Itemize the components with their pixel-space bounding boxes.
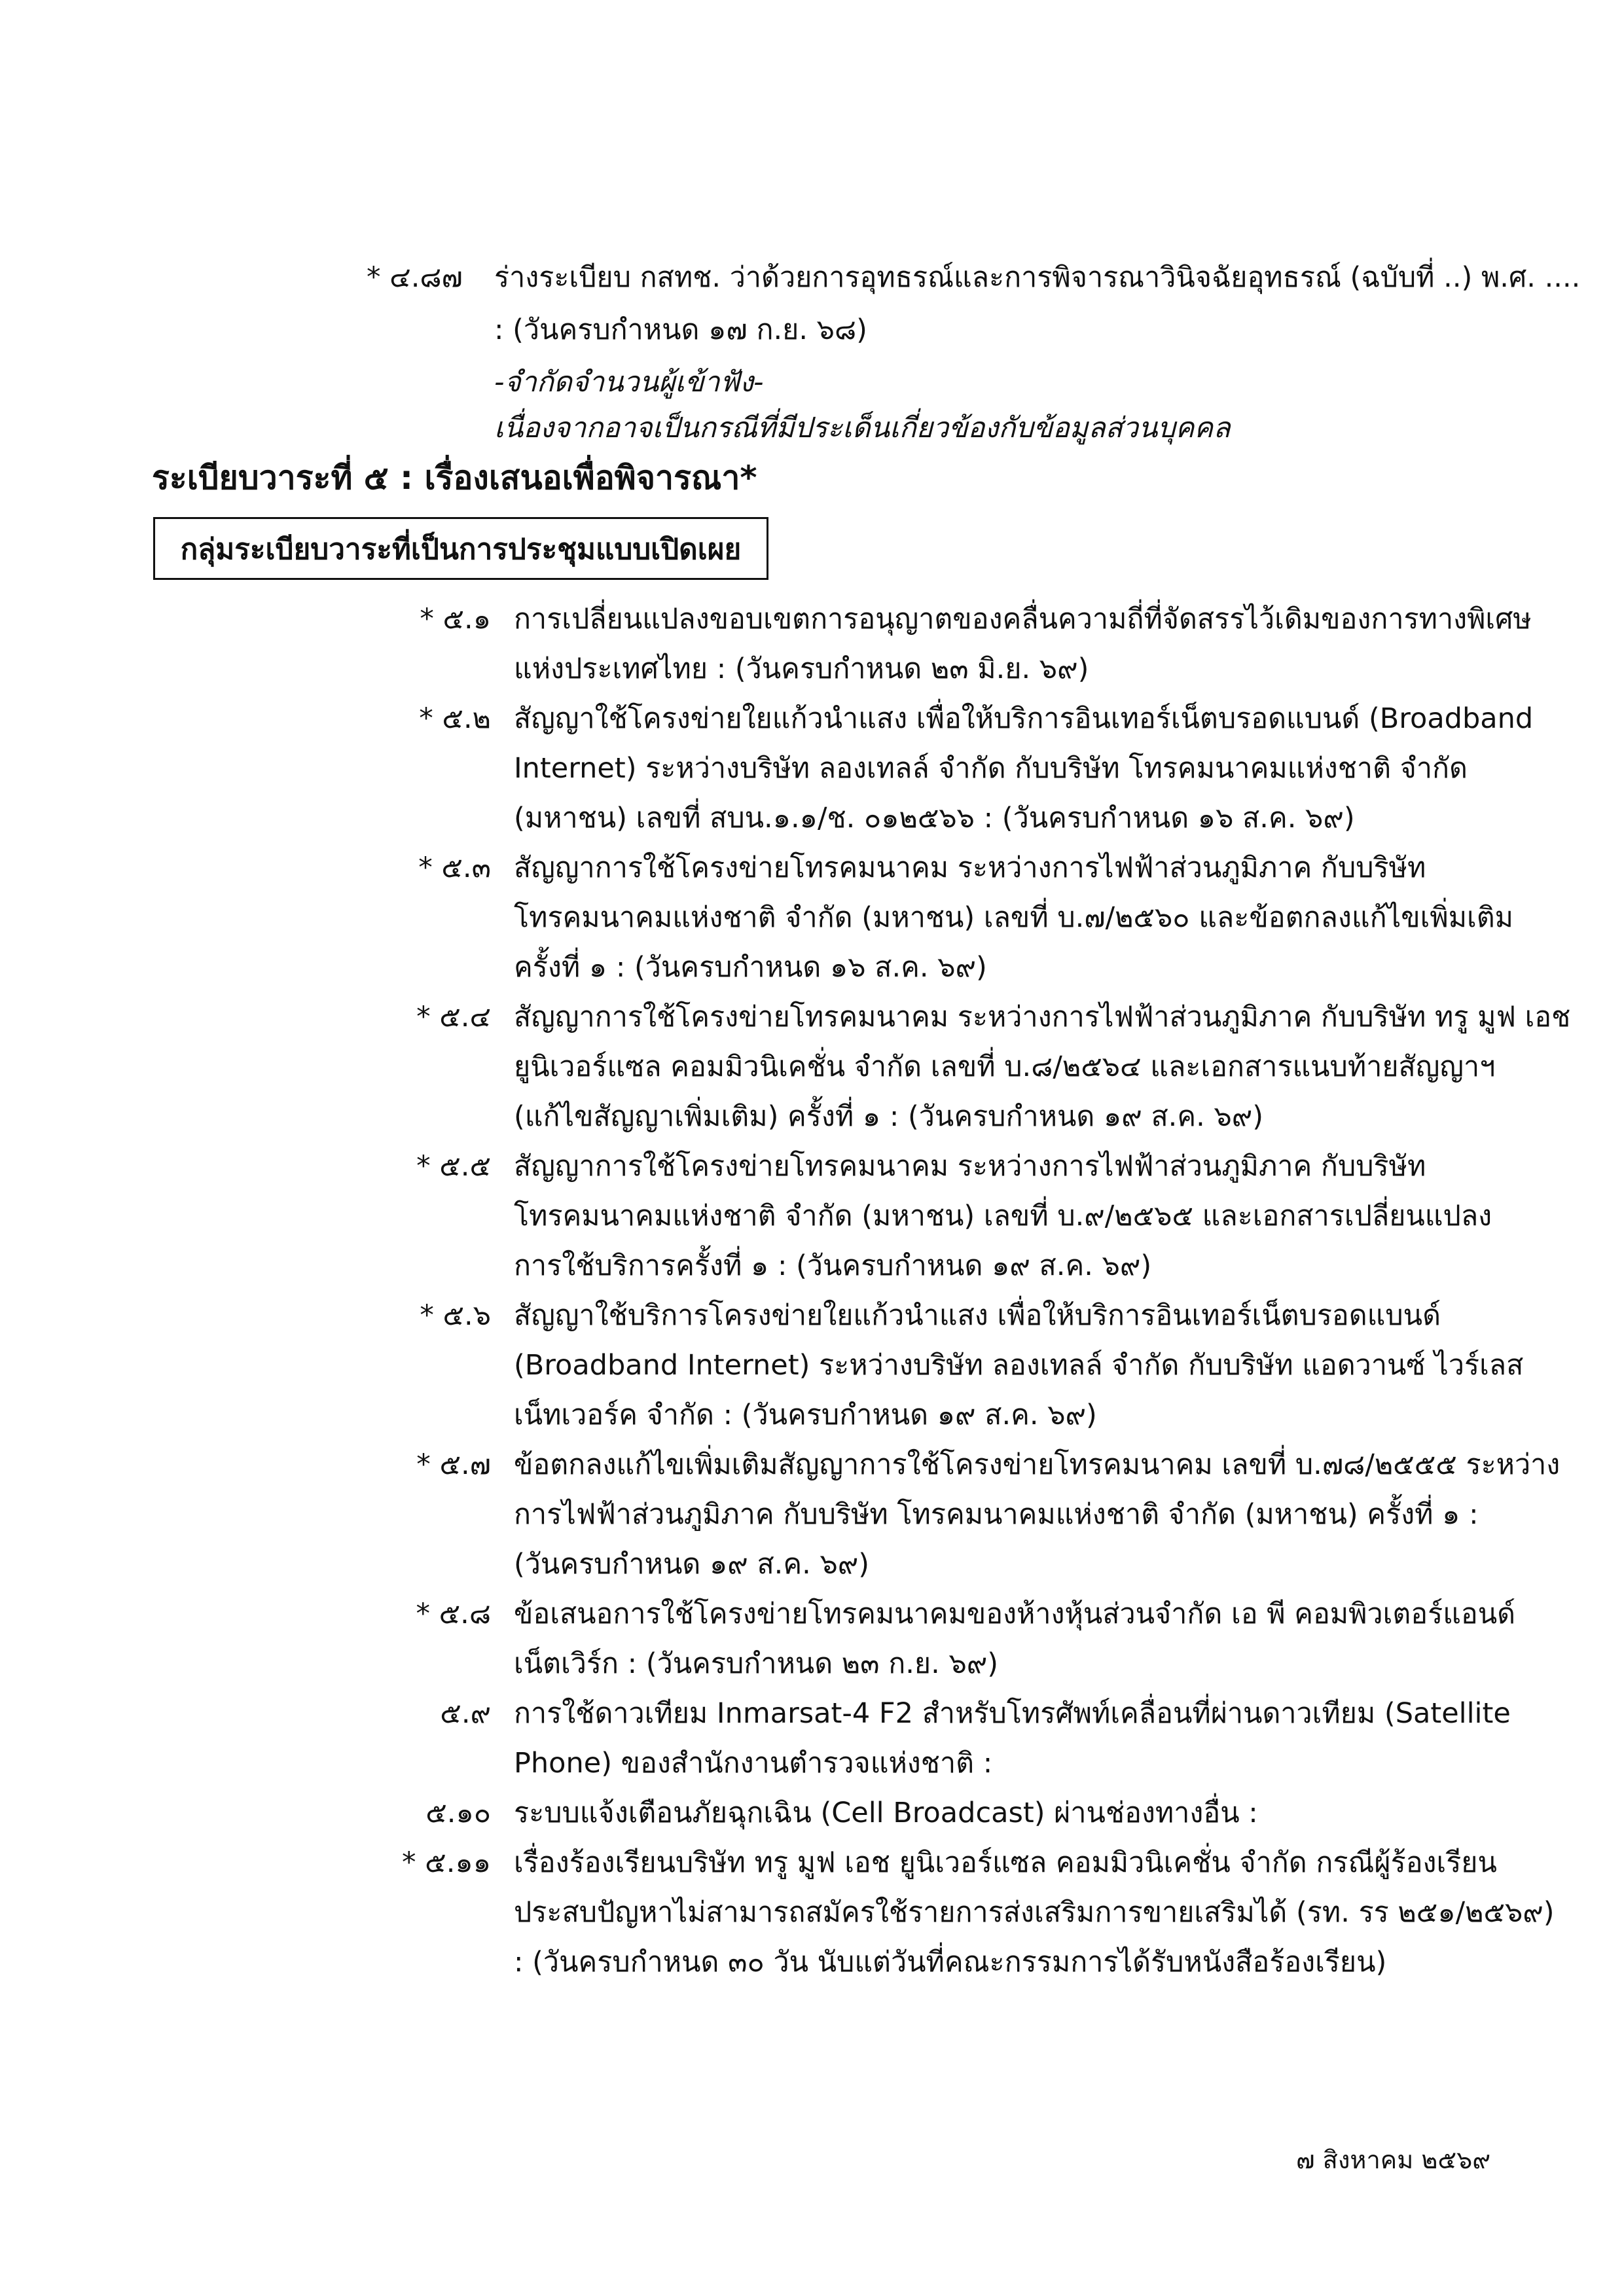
item-5-9-line-2: Phone) ของสำนักงานตำรวจแห่งชาติ : [514, 1747, 993, 1780]
agenda-heading: ระเบียบวาระที่ ๕ : เรื่องเสนอเพื่อพิจารณา* [152, 459, 757, 497]
item-number-5-8: * ๕.๘ [416, 1598, 491, 1630]
item-5-3-line-1: สัญญาการใช้โครงข่ายโทรคมนาคม ระหว่างการไฟฟ้าส่วนภูมิภาค กับบริษัท [514, 852, 1426, 884]
item-4-87-line-2: : (วันครบกำหนด ๑๗ ก.ย. ๖๘) [494, 314, 867, 346]
item-5-5-line-2: โทรคมนาคมแห่งชาติ จำกัด (มหาชน) เลขที่ บ.๙/๒๕๖๕ และเอกสารเปลี่ยนแปลง [514, 1200, 1492, 1232]
item-5-11-line-2: ประสบปัญหาไม่สามารถสมัครใช้รายการส่งเสริมการขายเสริมได้ (รท. รร ๒๕๑/๒๕๖๙) [514, 1896, 1555, 1929]
footer-date: ๗ สิงหาคม ๒๕๖๙ [1296, 2145, 1491, 2174]
item-5-4-line-2: ยูนิเวอร์แซล คอมมิวนิเคชั่น จำกัด เลขที่ บ.๘/๒๕๖๔ และเอกสารแนบท้ายสัญญาฯ [514, 1050, 1496, 1083]
item-5-1-line-2: แห่งประเทศไทย : (วันครบกำหนด ๒๓ มิ.ย. ๖๙) [514, 653, 1089, 685]
item-5-8-line-1: ข้อเสนอการใช้โครงข่ายโทรคมนาคมของห้างหุ้นส่วนจำกัด เอ พี คอมพิวเตอร์แอนด์ [514, 1598, 1516, 1630]
item-5-2-line-1: สัญญาใช้โครงข่ายใยแก้วนำแสง เพื่อให้บริการอินเทอร์เน็ตบรอดแบนด์ (Broadband [514, 702, 1534, 735]
item-number-5-5: * ๕.๕ [416, 1150, 491, 1183]
item-5-6-line-2: (Broadband Internet) ระหว่างบริษัท ลองเทลล์ จำกัด กับบริษัท แอดวานซ์ ไวร์เลส [514, 1349, 1524, 1382]
item-5-5-line-1: สัญญาการใช้โครงข่ายโทรคมนาคม ระหว่างการไฟฟ้าส่วนภูมิภาค กับบริษัท [514, 1150, 1426, 1183]
item-number-5-10: ๕.๑๐ [425, 1797, 491, 1829]
item-5-8-line-2: เน็ตเวิร์ก : (วันครบกำหนด ๒๓ ก.ย. ๖๙) [514, 1647, 999, 1680]
group-box [153, 517, 768, 580]
item-number-4-87: * ๔.๘๗ [367, 261, 463, 294]
item-5-10-line-1: ระบบแจ้งเตือนภัยฉุกเฉิน (Cell Broadcast) ผ่านช่องทางอื่น : [514, 1797, 1258, 1829]
item-5-3-line-3: ครั้งที่ ๑ : (วันครบกำหนด ๑๖ ส.ค. ๖๙) [514, 951, 987, 984]
item-5-7-line-3: (วันครบกำหนด ๑๙ ส.ค. ๖๙) [514, 1548, 870, 1581]
item-5-11-line-3: : (วันครบกำหนด ๓๐ วัน นับแต่วันที่คณะกรรมการได้รับหนังสือร้องเรียน) [514, 1946, 1387, 1979]
item-5-1-line-1: การเปลี่ยนแปลงขอบเขตการอนุญาตของคลื่นความถี่ที่จัดสรรไว้เดิมของการทางพิเศษ [514, 603, 1532, 636]
item-number-5-11: * ๕.๑๑ [402, 1846, 491, 1879]
item-4-87-note-1: -จำกัดจำนวนผู้เข้าฟัง- [494, 366, 764, 399]
group-box-label: กลุ่มระเบียบวาระที่เป็นการประชุมแบบเปิดเผย [180, 533, 742, 566]
item-5-7-line-1: ข้อตกลงแก้ไขเพิ่มเติมสัญญาการใช้โครงข่ายโทรคมนาคม เลขที่ บ.๗๘/๒๕๕๕ ระหว่าง [514, 1448, 1561, 1481]
item-5-5-line-3: การใช้บริการครั้งที่ ๑ : (วันครบกำหนด ๑๙ ส.ค. ๖๙) [514, 1249, 1152, 1282]
item-number-5-2: * ๕.๒ [419, 702, 491, 735]
item-number-5-3: * ๕.๓ [418, 852, 491, 884]
item-5-2-line-2: Internet) ระหว่างบริษัท ลองเทลล์ จำกัด กับบริษัท โทรคมนาคมแห่งชาติ จำกัด [514, 752, 1468, 785]
item-number-5-4: * ๕.๔ [416, 1001, 491, 1033]
item-5-4-line-3: (แก้ไขสัญญาเพิ่มเติม) ครั้งที่ ๑ : (วันครบกำหนด ๑๙ ส.ค. ๖๙) [514, 1100, 1264, 1133]
item-5-2-line-3: (มหาชน) เลขที่ สบน.๑.๑/ช. ๐๑๒๕๖๖ : (วันครบกำหนด ๑๖ ส.ค. ๖๙) [514, 802, 1355, 834]
item-5-11-line-1: เรื่องร้องเรียนบริษัท ทรู มูฟ เอช ยูนิเวอร์แซล คอมมิวนิเคชั่น จำกัด กรณีผู้ร้องเรียน [514, 1846, 1497, 1879]
item-5-4-line-1: สัญญาการใช้โครงข่ายโทรคมนาคม ระหว่างการไฟฟ้าส่วนภูมิภาค กับบริษัท ทรู มูฟ เอช [514, 1001, 1571, 1033]
item-4-87-line-1: ร่างระเบียบ กสทช. ว่าด้วยการอุทธรณ์และการพิจารณาวินิจฉัยอุทธรณ์ (ฉบับที่ ..) พ.ศ. .... [494, 261, 1581, 294]
item-5-7-line-2: การไฟฟ้าส่วนภูมิภาค กับบริษัท โทรคมนาคมแห่งชาติ จำกัด (มหาชน) ครั้งที่ ๑ : [514, 1498, 1479, 1531]
item-4-87-note-2: เนื่องจากอาจเป็นกรณีที่มีประเด็นเกี่ยวข้องกับข้อมูลส่วนบุคคล [494, 412, 1231, 444]
item-number-5-6: * ๕.๖ [420, 1299, 491, 1332]
item-number-5-1: * ๕.๑ [420, 603, 491, 636]
item-5-6-line-3: เน็ทเวอร์ค จำกัด : (วันครบกำหนด ๑๙ ส.ค. ๖๙) [514, 1399, 1097, 1431]
item-5-3-line-2: โทรคมนาคมแห่งชาติ จำกัด (มหาชน) เลขที่ บ.๗/๒๕๖๐ และข้อตกลงแก้ไขเพิ่มเติม [514, 901, 1514, 934]
item-5-9-line-1: การใช้ดาวเทียม Inmarsat-4 F2 สำหรับโทรศัพท์เคลื่อนที่ผ่านดาวเทียม (Satellite [514, 1697, 1511, 1730]
item-number-5-9: ๕.๙ [440, 1697, 491, 1730]
item-number-5-7: * ๕.๗ [416, 1448, 491, 1481]
item-5-6-line-1: สัญญาใช้บริการโครงข่ายใยแก้วนำแสง เพื่อให้บริการอินเทอร์เน็ตบรอดแบนด์ [514, 1299, 1441, 1332]
